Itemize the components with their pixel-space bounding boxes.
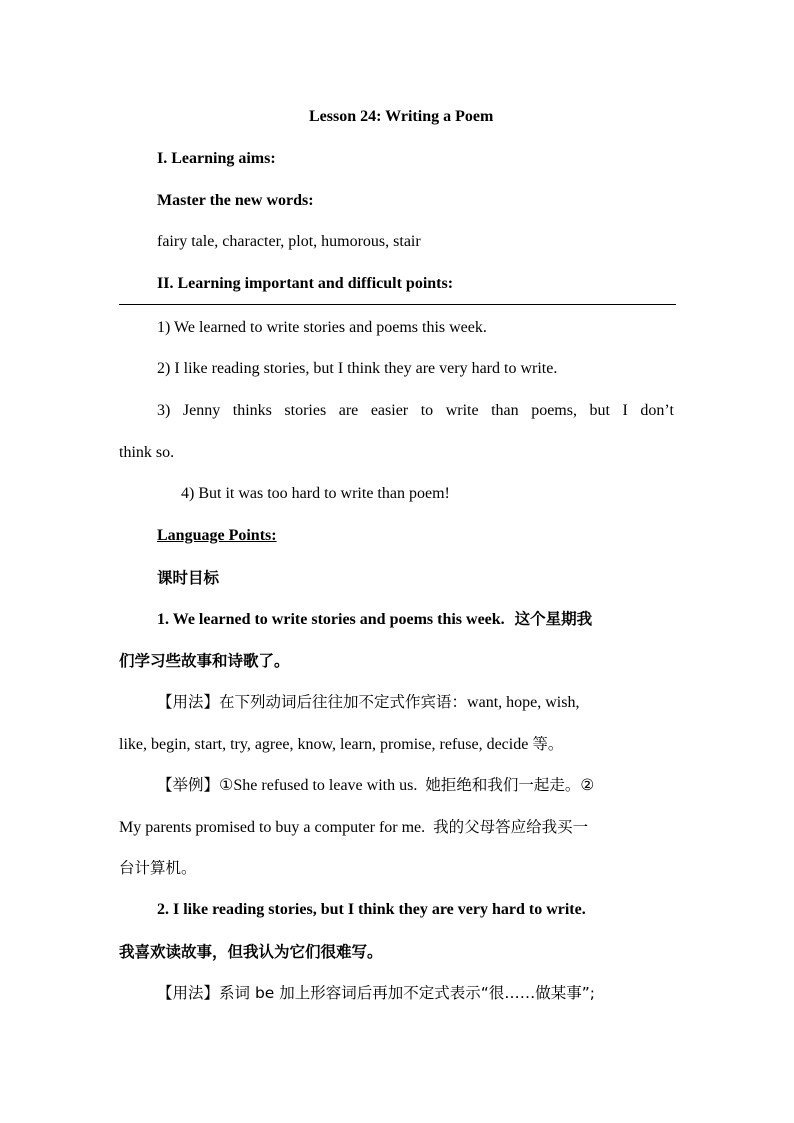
language-points-heading: Language Points: [157, 527, 277, 544]
usage-label: 【用法】 [157, 984, 220, 1002]
point-3-word: poems, [531, 402, 577, 419]
item1-usage-line-2 [119, 734, 563, 755]
example-2-zh: 我的父母答应给我买一 [433, 818, 589, 836]
point-3-word: but [589, 402, 610, 419]
item1-usage-line [157, 692, 579, 713]
section-heading-learning-aims: I. Learning aims: [157, 150, 276, 167]
point-4: 4) But it was too hard to write than poem! [181, 485, 450, 502]
item1-example-line-3: 台计算机。 [119, 859, 197, 877]
point-3-word: thinks [232, 402, 272, 419]
horizontal-rule [119, 304, 676, 305]
example-1-en: ①She refused to leave with us. [219, 777, 418, 794]
point-3-word: than [491, 402, 519, 419]
point-3-word: to [420, 402, 434, 419]
item2-sentence-zh: 我喜欢读故事，但我认为它们很难写。 [119, 943, 383, 961]
point-3-word: stories [284, 402, 327, 419]
item1-sentence-en: 1. We learned to write stories and poems this week. [157, 611, 505, 628]
item1-example-line [157, 775, 594, 796]
usage-text-zh: 在下列动词后往往加不定式作宾语： [219, 693, 468, 711]
point-3-line [157, 401, 674, 421]
usage-label: 【用法】 [157, 693, 220, 711]
item1-sentence-zh: 这个星期我 [514, 610, 593, 628]
document-title: Lesson 24: Writing a Poem [309, 108, 494, 125]
usage-text-en: want, hope, wish, [467, 694, 580, 711]
point-3-word: are [338, 402, 359, 419]
usage-verb-list: like, begin, start, try, agree, know, learn, promise, refuse, decide [119, 736, 529, 753]
new-words-heading: Master the new words: [157, 192, 314, 209]
point-3-word: 3) [157, 402, 171, 419]
example-label: 【举例】 [157, 776, 220, 794]
usage-verb-list-end: 等。 [532, 735, 564, 753]
point-3-word: easier [370, 402, 409, 419]
item2-usage-line [157, 983, 595, 1003]
point-1: 1) We learned to write stories and poems this week. [157, 319, 487, 336]
item2-usage-text: 系词 be 加上形容词后再加不定式表示“很……做某事”; [219, 984, 596, 1002]
section-heading-important-points: II. Learning important and difficult points: [157, 275, 454, 292]
item1-example-line-2 [119, 817, 588, 838]
example-1-zh: 她拒绝和我们一起走。② [425, 776, 595, 794]
point-2: 2) I like reading stories, but I think they are very hard to write. [157, 360, 558, 377]
lesson-goal-heading: 课时目标 [157, 569, 220, 587]
point-3-word: don’t [640, 402, 674, 419]
point-3-word: I [622, 402, 628, 419]
new-words-list: fairy tale, character, plot, humorous, stair [157, 233, 421, 250]
item1-heading-line [157, 609, 592, 630]
point-3-word: Jenny [182, 402, 221, 419]
point-3-word: write [445, 402, 479, 419]
example-2-en: My parents promised to buy a computer for me. [119, 819, 426, 836]
point-3-continuation: think so. [119, 444, 175, 461]
item2-sentence-en: 2. I like reading stories, but I think they are very hard to write. [157, 901, 586, 918]
item1-sentence-zh-continued: 们学习些故事和诗歌了。 [119, 652, 290, 670]
